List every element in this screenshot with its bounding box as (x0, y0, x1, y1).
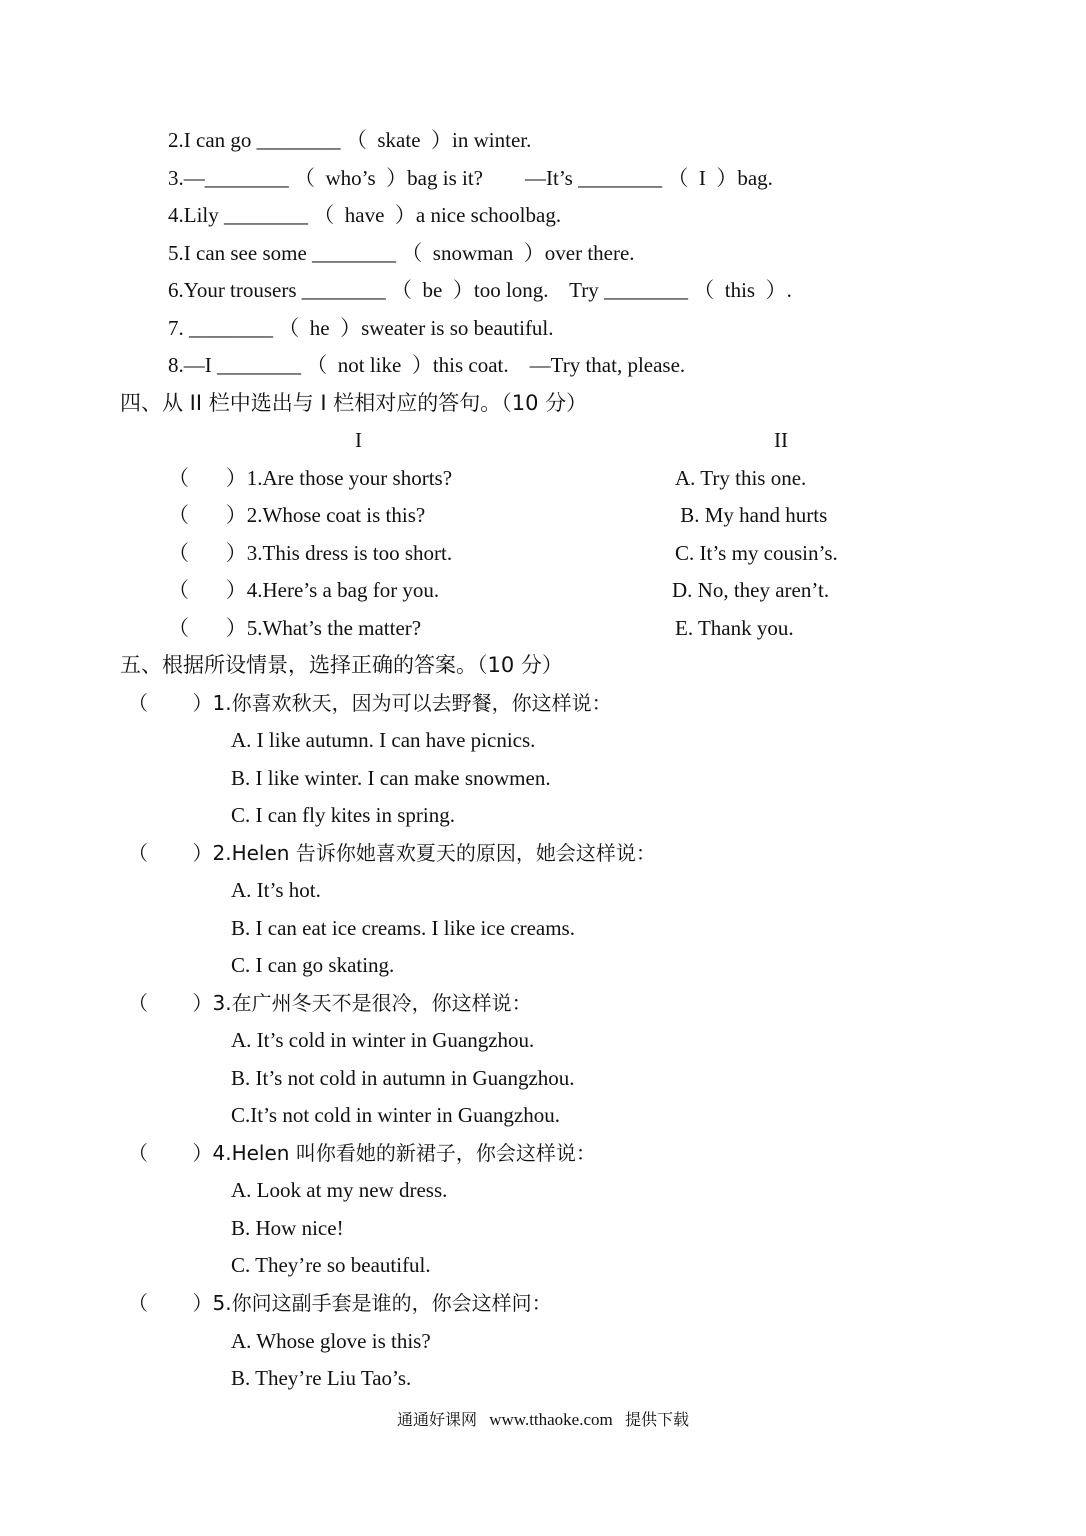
section5-title: 五、根据所设情景，选择正确的答案。（10 分） (120, 653, 563, 677)
situation-question-2: （ ）2.Helen 告诉你她喜欢夏天的原因，她会这样说： (128, 841, 656, 865)
option-2a: A. It’s hot. (231, 878, 321, 902)
situation-question-1: （ ）1.你喜欢秋天，因为可以去野餐，你这样说： (128, 691, 612, 715)
option-1b: B. I like winter. I can make snowmen. (231, 766, 551, 790)
match-answer-a: A. Try this one. (675, 466, 807, 490)
option-3c: C.It’s not cold in winter in Guangzhou. (231, 1103, 560, 1127)
page-footer (0, 1406, 1086, 1434)
situation-question-5: （ ）5.你问这副手套是谁的，你会这样问： (128, 1291, 552, 1315)
situation-question-4: （ ）4.Helen 叫你看她的新裙子，你会这样说： (128, 1141, 596, 1165)
section4-title: 四、从 II 栏中选出与 I 栏相对应的答句。（10 分） (120, 391, 588, 415)
match-answer-c: C. It’s my cousin’s. (675, 541, 838, 565)
section3-item-3: 3.—________ （ who’s ）bag is it? —It’s ________ （ I ）bag. (168, 166, 773, 190)
match-question-5: （ ）5.What’s the matter? (168, 616, 422, 640)
match-answer-d: D. No, they aren’t. (672, 578, 830, 602)
option-3a: A. It’s cold in winter in Guangzhou. (231, 1028, 535, 1052)
section3-item-5: 5.I can see some ________ （ snowman ）over there. (168, 241, 635, 265)
match-answer-e: E. Thank you. (675, 616, 794, 640)
column-header-i: I (355, 428, 362, 452)
option-5b: B. They’re Liu Tao’s. (231, 1366, 412, 1390)
option-2b: B. I can eat ice creams. I like ice creams. (231, 916, 575, 940)
footer-url: www.tthaoke.com (489, 1410, 613, 1429)
match-question-4: （ ）4.Here’s a bag for you. (168, 578, 440, 602)
section3-item-7: 7. ________ （ he ）sweater is so beautiful. (168, 316, 554, 340)
footer-site-name: 通通好课网 (396, 1410, 477, 1429)
match-answer-b: B. My hand hurts (675, 503, 828, 527)
section3-item-6: 6.Your trousers ________ （ be ）too long. Try ________ （ this ）. (168, 278, 792, 302)
option-4c: C. They’re so beautiful. (231, 1253, 431, 1277)
option-5a: A. Whose glove is this? (231, 1329, 431, 1353)
match-question-3: （ ）3.This dress is too short. (168, 541, 453, 565)
footer-download-note: 提供下载 (625, 1410, 690, 1429)
section3-item-4: 4.Lily ________ （ have ）a nice schoolbag. (168, 203, 562, 227)
match-question-2: （ ）2.Whose coat is this? (168, 503, 426, 527)
option-4b: B. How nice! (231, 1216, 344, 1240)
match-question-1: （ ）1.Are those your shorts? (168, 466, 453, 490)
section3-item-2: 2.I can go ________ （ skate ）in winter. (168, 128, 532, 152)
option-1a: A. I like autumn. I can have picnics. (231, 728, 536, 752)
option-3b: B. It’s not cold in autumn in Guangzhou. (231, 1066, 575, 1090)
column-header-ii: II (774, 428, 788, 452)
option-4a: A. Look at my new dress. (231, 1178, 448, 1202)
situation-question-3: （ ）3.在广州冬天不是很冷，你这样说： (128, 991, 532, 1015)
option-2c: C. I can go skating. (231, 953, 395, 977)
section3-item-8: 8.—I ________ （ not like ）this coat. —Try that, please. (168, 353, 686, 377)
option-1c: C. I can fly kites in spring. (231, 803, 455, 827)
